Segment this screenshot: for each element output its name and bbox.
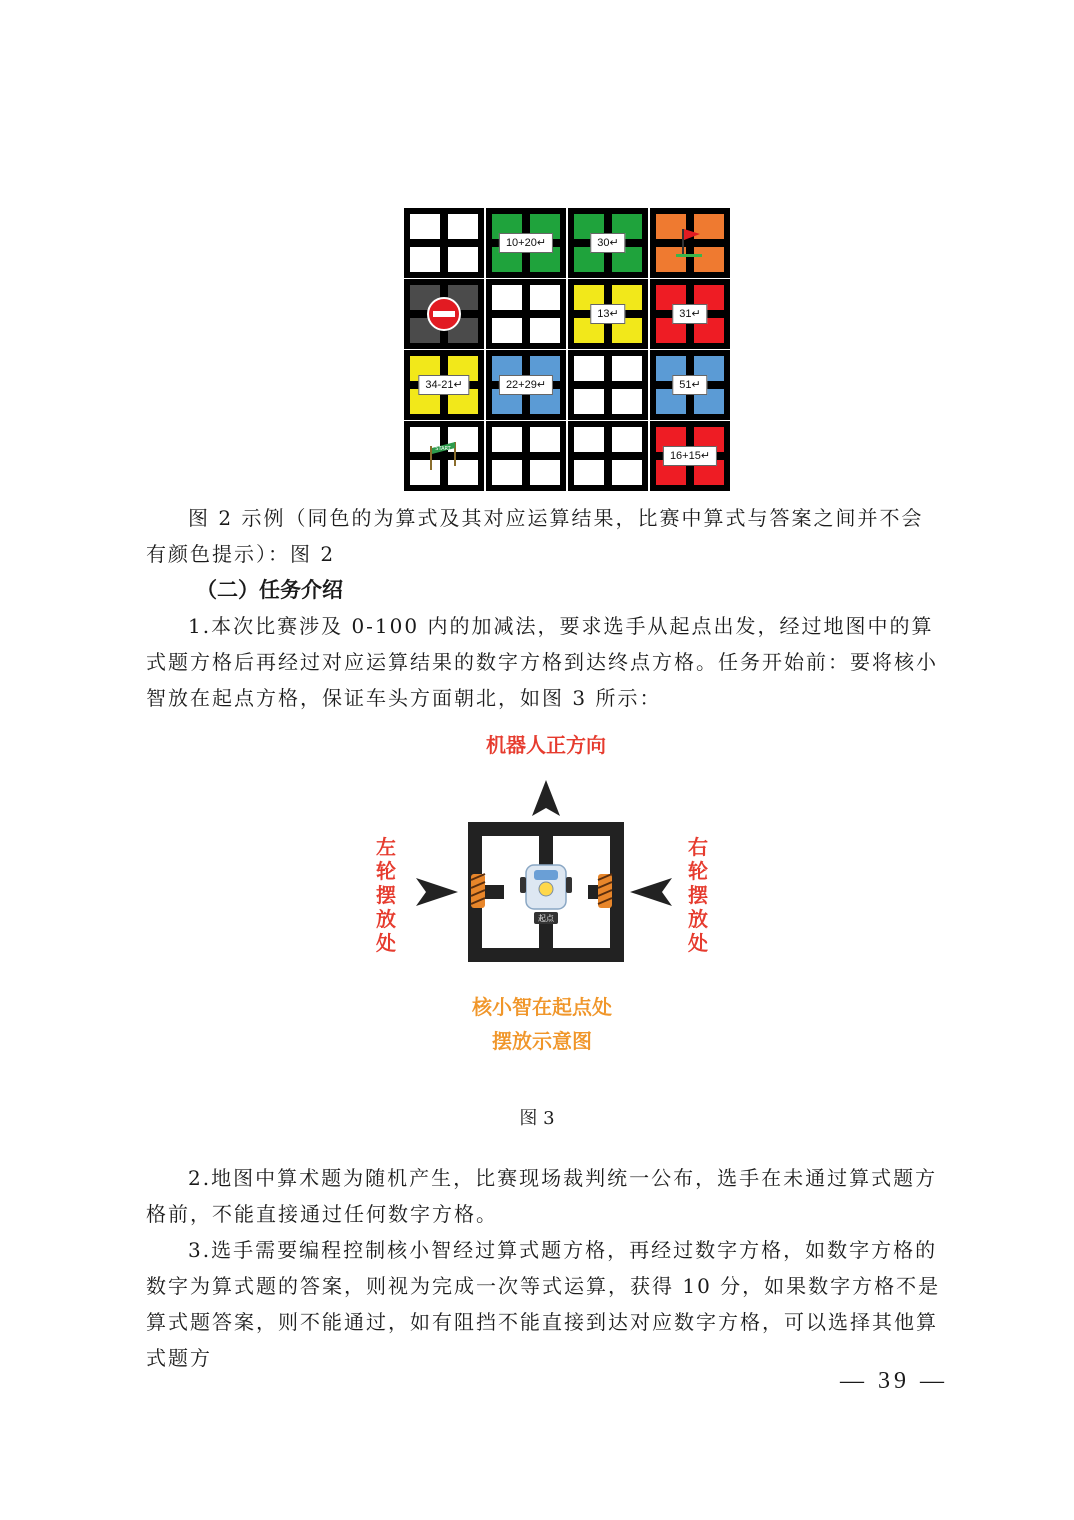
cell-label: 22+29↵	[499, 375, 553, 395]
left-arrow-icon	[416, 878, 458, 906]
map-cell	[650, 208, 730, 278]
map-cell	[404, 208, 484, 278]
left-wheel-marker	[471, 874, 485, 908]
cell-label: 31↵	[672, 304, 707, 324]
cell-label: 13↵	[590, 304, 625, 324]
map-cell	[404, 421, 484, 491]
map-cell	[568, 208, 648, 278]
placement-caption-line2: 摆放示意图	[492, 1029, 592, 1053]
placement-caption-line1: 核小智在起点处	[472, 995, 612, 1019]
vertical-label-char: 右	[688, 835, 708, 859]
map-cell	[650, 350, 730, 420]
vertical-label-char: 处	[376, 931, 396, 955]
vertical-label-char: 轮	[688, 859, 708, 883]
map-cell	[650, 421, 730, 491]
vertical-label-char: 左	[376, 835, 396, 859]
cell-label: 16+15↵	[663, 446, 717, 466]
paragraph-2: 2.地图中算术题为随机产生，比赛现场裁判统一公布，选手在未通过算式题方格前，不能直接通过任何数字方格。	[146, 1166, 938, 1226]
right-arrow-icon	[630, 878, 672, 906]
paragraph-3: 3.选手需要编程控制核小智经过算式题方格，再经过数字方格，如数字方格的数字为算式题的答案，则视为完成一次等式运算，获得 10 分，如果数字方格不是算式题答案，则不能通过，如有阻挡不能直接到达对应数字方格，可以选择其他算式题方	[146, 1238, 941, 1370]
map-cell	[568, 421, 648, 491]
cell-label: 51↵	[672, 375, 707, 395]
cell-label: 10+20↵	[499, 233, 553, 253]
figure-3-caption: 图 3	[519, 1108, 555, 1129]
map-cell	[568, 350, 648, 420]
forward-arrow-icon	[532, 780, 560, 816]
vertical-label-char: 轮	[376, 859, 396, 883]
map-cell	[486, 279, 566, 349]
robot-placement-figure	[360, 722, 720, 1062]
map-cell	[568, 279, 648, 349]
section-heading: （二）任务介绍	[196, 578, 343, 602]
map-cell	[404, 350, 484, 420]
map-cell	[650, 279, 730, 349]
vertical-label-char: 放	[376, 907, 396, 931]
map-cell	[404, 279, 484, 349]
robot-icon	[520, 865, 572, 924]
figure-2-caption: 图 2 示例（同色的为算式及其对应运算结果，比赛中算式与答案之间并不会有颜色提示）：图 2	[146, 506, 924, 566]
map-cell	[486, 421, 566, 491]
cell-label: 34-21↵	[418, 375, 469, 395]
flag-icon	[670, 223, 710, 263]
svg-text:START: START	[435, 446, 451, 452]
no-entry-icon	[424, 294, 464, 334]
vertical-label-char: 摆	[376, 883, 396, 907]
map-figure	[404, 208, 734, 494]
right-wheel-marker	[598, 874, 612, 908]
vertical-label-char: 处	[688, 931, 708, 955]
start-gate-icon	[424, 436, 464, 476]
map-cell	[486, 208, 566, 278]
robot-badge: 起点	[538, 914, 554, 923]
vertical-label-char: 摆	[688, 883, 708, 907]
map-cell	[486, 350, 566, 420]
right-wheel-label	[688, 835, 708, 955]
paragraph-1: 1.本次比赛涉及 0-100 内的加减法，要求选手从起点出发，经过地图中的算式题方格后再经过对应运算结果的数字方格到达终点方格。任务开始前：要将核小智放在起点方格，保证车头方面朝北，如图 3 所示：	[146, 614, 938, 710]
page-number: — 39 —	[840, 1368, 948, 1394]
vertical-label-char: 放	[688, 907, 708, 931]
robot-forward-label: 机器人正方向	[486, 733, 606, 757]
left-wheel-label	[376, 835, 396, 955]
cell-label: 30↵	[590, 233, 625, 253]
